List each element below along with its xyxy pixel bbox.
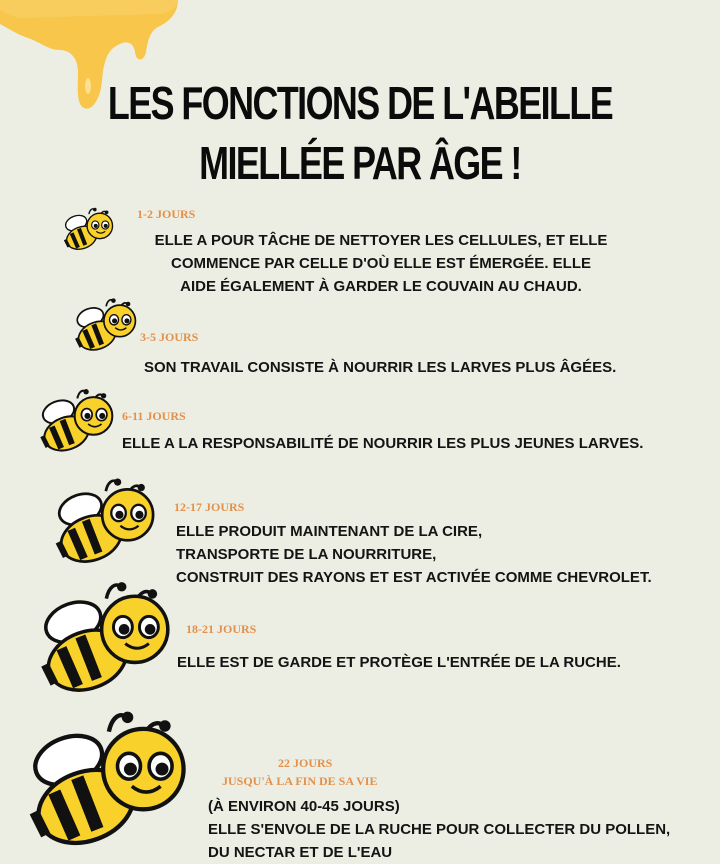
bee-icon — [60, 205, 116, 255]
page-title-line1: LES FONCTIONS DE L'ABEILLE — [107, 77, 613, 129]
description-line: ELLE S'ENVOLE DE LA RUCHE POUR COLLECTER DU POLLEN, — [208, 821, 671, 838]
description-line: CONSTRUIT DES RAYONS ET EST ACTIVÉE COMME CHEVROLET. — [176, 569, 652, 586]
description-line: TRANSPORTE DE LA NOURRITURE, — [176, 546, 437, 563]
description-line: SON TRAVAIL CONSISTE À NOURRIR LES LARVES PLUS ÂGÉES. — [144, 359, 617, 376]
page-title-line2: MIELLÉE PAR ÂGE ! — [199, 137, 521, 189]
description-line: AIDE ÉGALEMENT À GARDER LE COUVAIN AU CHAUD. — [180, 278, 582, 295]
stage-description — [136, 229, 626, 298]
bee-icon — [48, 473, 160, 573]
stage-description — [176, 520, 652, 589]
bee-icon — [30, 575, 178, 705]
age-label: 3-5 JOURS — [140, 330, 199, 344]
stage-description — [208, 795, 670, 864]
description-line: (À ENVIRON 40-45 JOURS) — [208, 798, 400, 815]
age-label: 12-17 JOURS — [174, 500, 245, 514]
age-label: 6-11 JOURS — [122, 409, 186, 423]
stage-description — [122, 432, 643, 455]
bee-icon — [34, 385, 118, 459]
bee-icon — [70, 295, 140, 357]
age-label-continued: JUSQU'À LA FIN DE SA VIE — [222, 774, 378, 788]
age-label: 22 JOURS — [278, 756, 333, 770]
age-label: 18-21 JOURS — [186, 622, 257, 636]
description-line: DU NECTAR ET DE L'EAU — [208, 844, 393, 861]
bee-icon — [16, 703, 196, 861]
description-line: ELLE A LA RESPONSABILITÉ DE NOURRIR LES PLUS JEUNES LARVES. — [122, 435, 644, 452]
description-line: ELLE EST DE GARDE ET PROTÈGE L'ENTRÉE DE LA RUCHE. — [177, 654, 621, 671]
age-label: 1-2 JOURS — [137, 207, 196, 221]
description-line: ELLE A POUR TÂCHE DE NETTOYER LES CELLULES, ET ELLE — [154, 232, 608, 249]
stage-description — [177, 651, 621, 674]
description-line: ELLE PRODUIT MAINTENANT DE LA CIRE, — [176, 523, 483, 540]
description-line: COMMENCE PAR CELLE D'OÙ ELLE EST ÉMERGÉE. ELLE — [171, 255, 591, 272]
stage-description — [144, 356, 616, 379]
